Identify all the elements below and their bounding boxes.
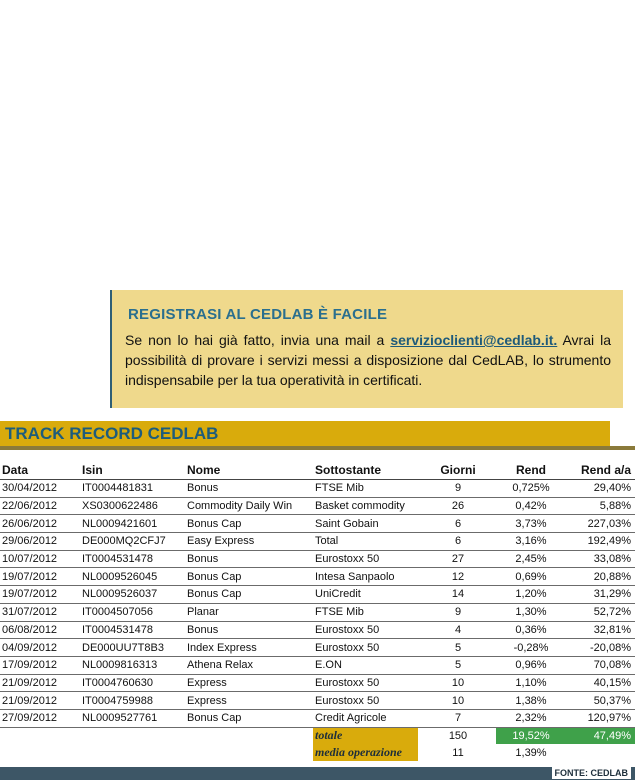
column-header: Giorni [418,461,496,480]
table-cell: NL0009526045 [80,568,185,586]
table-cell: 4 [418,621,496,639]
table-cell: Basket commodity [313,497,418,515]
table-cell: 26/06/2012 [0,515,80,533]
table-row [0,497,635,515]
table-cell: 6 [418,533,496,551]
table-cell: 29,40% [564,480,635,498]
totale-row [0,727,635,744]
table-row [0,480,635,498]
table-cell: NL0009816313 [80,656,185,674]
table-row [0,568,635,586]
table-cell: E.ON [313,656,418,674]
table-cell: IT0004531478 [80,550,185,568]
table-cell: Bonus Cap [185,568,313,586]
table-cell: 5 [418,639,496,657]
email-link[interactable]: servizioclienti@cedlab.it. [390,332,558,348]
table-cell: Bonus [185,621,313,639]
table-cell: NL0009527761 [80,709,185,727]
table-row [0,692,635,710]
table-cell: Athena Relax [185,656,313,674]
totale-rend: 19,52% [496,727,564,744]
table-cell: XS0300622486 [80,497,185,515]
table-cell: 0,42% [496,497,564,515]
table-cell: 7 [418,709,496,727]
table-cell: -0,28% [496,639,564,657]
table-cell: 0,96% [496,656,564,674]
table-cell: Intesa Sanpaolo [313,568,418,586]
table-cell: 0,69% [496,568,564,586]
table-cell: 27/09/2012 [0,709,80,727]
table-cell: 06/08/2012 [0,621,80,639]
table-cell: 12 [418,568,496,586]
table-row [0,709,635,727]
table-cell: FTSE Mib [313,480,418,498]
table-cell: 227,03% [564,515,635,533]
table-cell: FTSE Mib [313,603,418,621]
totale-rend-aa: 47,49% [564,727,635,744]
table-row [0,621,635,639]
table-row [0,586,635,604]
table-cell: IT0004507056 [80,603,185,621]
table-cell: 19/07/2012 [0,586,80,604]
table-cell: Express [185,692,313,710]
table-cell: 1,20% [496,586,564,604]
table-cell: IT0004760630 [80,674,185,692]
table-cell: Bonus Cap [185,586,313,604]
table-cell: 22/06/2012 [0,497,80,515]
table-cell: IT0004531478 [80,621,185,639]
totale-label: totale [313,727,418,744]
table-cell: Bonus Cap [185,515,313,533]
table-cell: 32,81% [564,621,635,639]
table-cell: -20,08% [564,639,635,657]
registration-promo-box [110,290,623,408]
table-cell: 3,73% [496,515,564,533]
media-row [0,744,635,761]
table-cell: NL0009526037 [80,586,185,604]
media-label: media operazione [313,744,418,761]
track-record-title: TRACK RECORD CEDLAB [5,424,219,443]
table-cell: Express [185,674,313,692]
column-header: Isin [80,461,185,480]
table-cell: 27 [418,550,496,568]
table-cell: NL0009421601 [80,515,185,533]
table-cell: 40,15% [564,674,635,692]
table-cell: 52,72% [564,603,635,621]
table-cell: 0,36% [496,621,564,639]
footer-bar [0,767,635,780]
table-cell: 31,29% [564,586,635,604]
table-cell: Planar [185,603,313,621]
media-giorni: 11 [452,746,464,759]
table-cell: 33,08% [564,550,635,568]
table-row [0,639,635,657]
table-row [0,674,635,692]
column-header: Nome [185,461,313,480]
table-cell: 6 [418,515,496,533]
table-cell: Eurostoxx 50 [313,639,418,657]
totale-giorni: 150 [448,729,468,742]
table-cell: 1,38% [496,692,564,710]
promo-text-before: Se non lo hai già fatto, invia una mail a [125,332,391,348]
table-cell: IT0004481831 [80,480,185,498]
table-cell: Bonus [185,480,313,498]
table-cell: Bonus [185,550,313,568]
table-cell: 04/09/2012 [0,639,80,657]
table-cell: 3,16% [496,533,564,551]
column-header: Rend a/a [564,461,635,480]
table-cell: Index Express [185,639,313,657]
table-cell: 2,45% [496,550,564,568]
table-cell: 9 [418,480,496,498]
table-cell: 0,725% [496,480,564,498]
table-cell: 2,32% [496,709,564,727]
table-cell: 26 [418,497,496,515]
table-cell: DE000UU7T8B3 [80,639,185,657]
table-header-row [0,461,635,480]
table-row [0,603,635,621]
table-cell: 9 [418,603,496,621]
table-cell: DE000MQ2CFJ7 [80,533,185,551]
column-header: Rend [496,461,564,480]
table-cell: UniCredit [313,586,418,604]
table-row [0,533,635,551]
table-cell: Eurostoxx 50 [313,621,418,639]
table-cell: 1,30% [496,603,564,621]
table-cell: Commodity Daily Win [185,497,313,515]
table-cell: 192,49% [564,533,635,551]
media-rend: 1,39% [515,746,547,759]
table-cell: 120,97% [564,709,635,727]
table-cell: 10/07/2012 [0,550,80,568]
track-record-table [0,461,635,761]
table-cell: Eurostoxx 50 [313,674,418,692]
table-cell: 21/09/2012 [0,692,80,710]
table-cell: 17/09/2012 [0,656,80,674]
column-header: Data [0,461,80,480]
promo-text [125,330,611,390]
table-cell: Saint Gobain [313,515,418,533]
table-cell: Eurostoxx 50 [313,550,418,568]
table-cell: 5,88% [564,497,635,515]
table-cell: 10 [418,674,496,692]
table-cell: 10 [418,692,496,710]
column-header: Sottostante [313,461,418,480]
table-cell: 29/06/2012 [0,533,80,551]
divider [0,446,635,450]
table-cell: 19/07/2012 [0,568,80,586]
source-label: FONTE: CEDLAB [552,767,632,779]
promo-title: REGISTRASI AL CEDLAB È FACILE [128,306,388,323]
track-record-header [0,421,610,446]
table-cell: 21/09/2012 [0,674,80,692]
table-cell: Total [313,533,418,551]
table-row [0,515,635,533]
table-cell: 14 [418,586,496,604]
table-cell: 20,88% [564,568,635,586]
table-cell: 5 [418,656,496,674]
table-cell: 70,08% [564,656,635,674]
promo-text-after: Avrai la possibilità di provare i servizi messi a disposizione dal CedLAB, lo strumento indispensabile per la tua operatività in certificati. [125,332,611,388]
table-cell: 50,37% [564,692,635,710]
table-cell: 30/04/2012 [0,480,80,498]
table-row [0,656,635,674]
table-cell: Bonus Cap [185,709,313,727]
table-cell: 1,10% [496,674,564,692]
table-cell: 31/07/2012 [0,603,80,621]
table-row [0,550,635,568]
table-cell: Easy Express [185,533,313,551]
table-cell: IT0004759988 [80,692,185,710]
table-cell: Credit Agricole [313,709,418,727]
table-cell: Eurostoxx 50 [313,692,418,710]
